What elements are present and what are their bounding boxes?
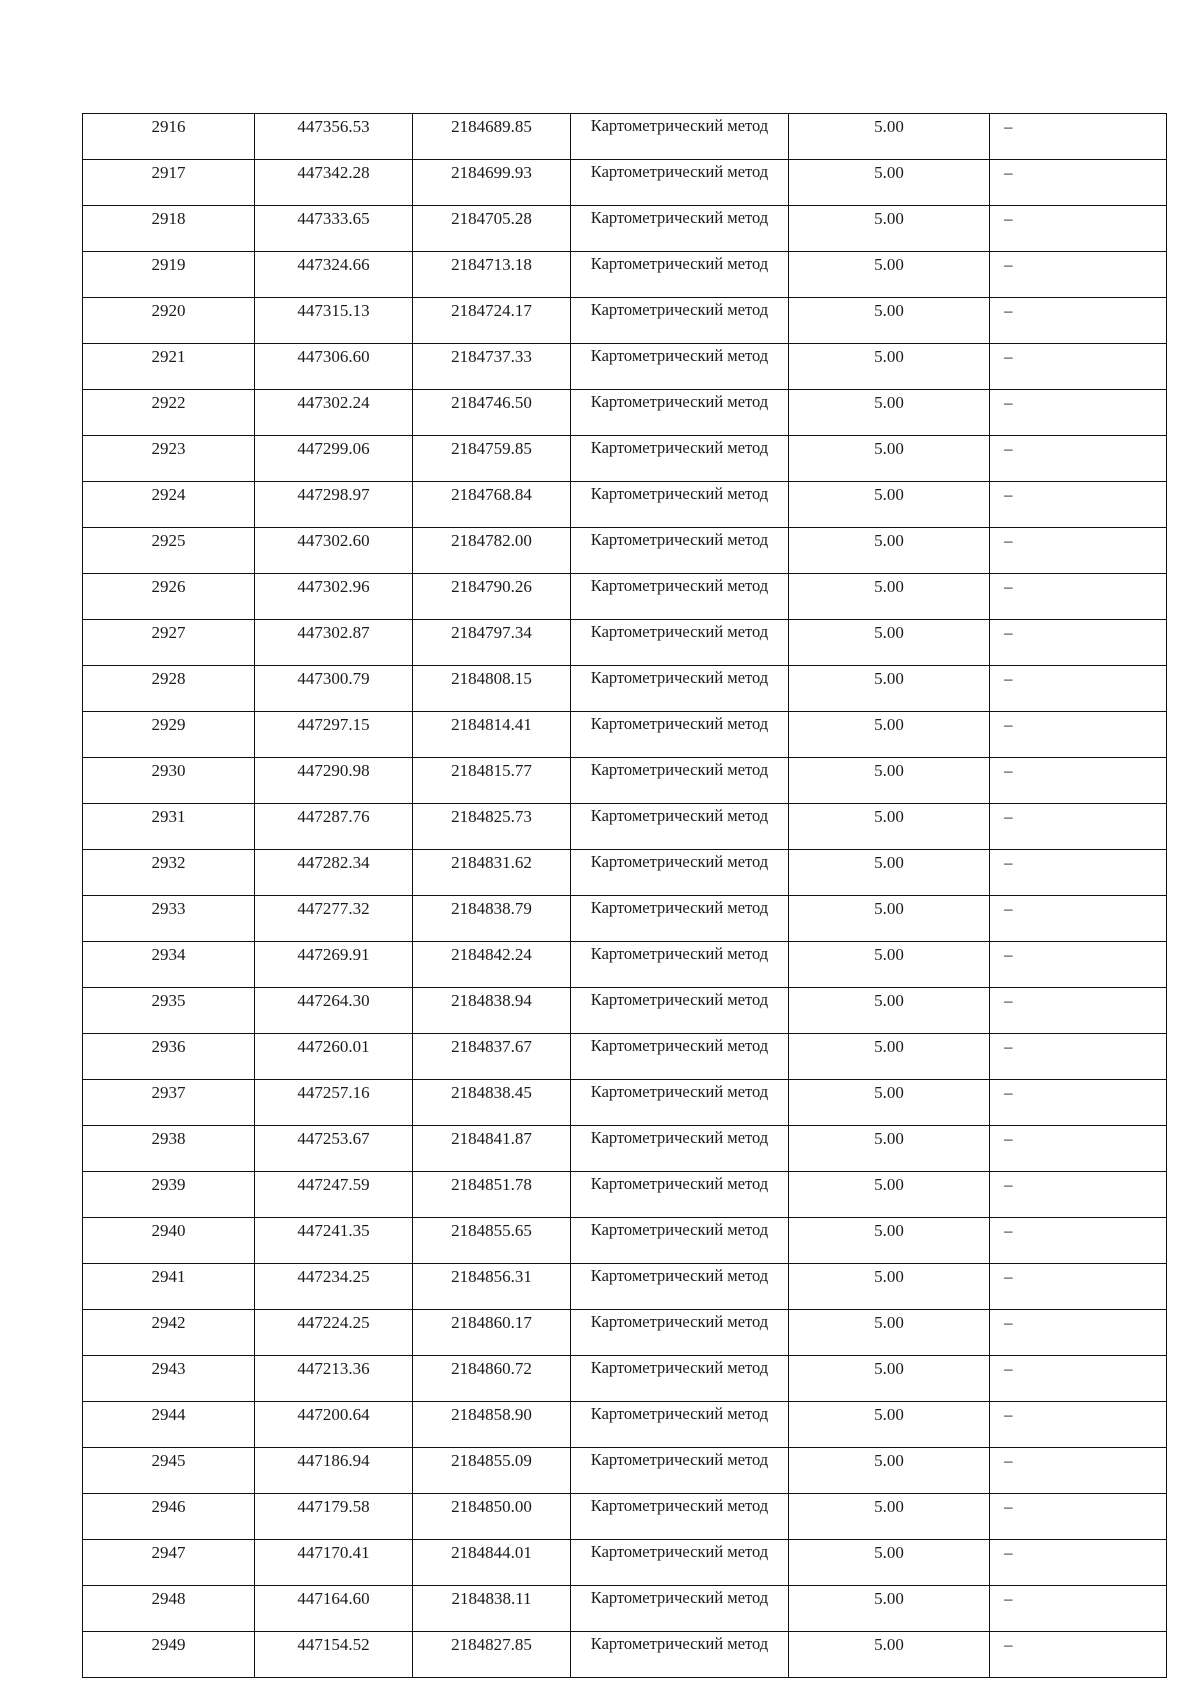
accuracy-cell: 5.00 (789, 298, 990, 344)
x-coordinate-cell: 447300.79 (255, 666, 413, 712)
table-row (83, 942, 1167, 988)
accuracy-cell: 5.00 (789, 114, 990, 160)
accuracy-cell: 5.00 (789, 1218, 990, 1264)
accuracy-cell: 5.00 (789, 1586, 990, 1632)
accuracy-cell: 5.00 (789, 1126, 990, 1172)
table-row (83, 436, 1167, 482)
note-cell: – (990, 1632, 1167, 1678)
method-cell: Картометрический метод (571, 1310, 789, 1356)
accuracy-cell: 5.00 (789, 574, 990, 620)
y-coordinate-cell: 2184855.65 (413, 1218, 571, 1264)
table-row (83, 390, 1167, 436)
point-number-cell: 2937 (83, 1080, 255, 1126)
note-cell: – (990, 390, 1167, 436)
method-cell: Картометрический метод (571, 758, 789, 804)
x-coordinate-cell: 447302.24 (255, 390, 413, 436)
x-coordinate-cell: 447298.97 (255, 482, 413, 528)
y-coordinate-cell: 2184831.62 (413, 850, 571, 896)
accuracy-cell: 5.00 (789, 666, 990, 712)
accuracy-cell: 5.00 (789, 482, 990, 528)
method-cell: Картометрический метод (571, 298, 789, 344)
y-coordinate-cell: 2184860.17 (413, 1310, 571, 1356)
point-number-cell: 2930 (83, 758, 255, 804)
note-cell: – (990, 114, 1167, 160)
x-coordinate-cell: 447302.96 (255, 574, 413, 620)
note-cell: – (990, 712, 1167, 758)
x-coordinate-cell: 447287.76 (255, 804, 413, 850)
method-cell: Картометрический метод (571, 482, 789, 528)
method-cell: Картометрический метод (571, 160, 789, 206)
method-cell: Картометрический метод (571, 942, 789, 988)
table-row (83, 1218, 1167, 1264)
table-row (83, 252, 1167, 298)
method-cell: Картометрический метод (571, 896, 789, 942)
accuracy-cell: 5.00 (789, 1080, 990, 1126)
point-number-cell: 2923 (83, 436, 255, 482)
x-coordinate-cell: 447170.41 (255, 1540, 413, 1586)
method-cell: Картометрический метод (571, 206, 789, 252)
note-cell: – (990, 436, 1167, 482)
note-cell: – (990, 1402, 1167, 1448)
method-cell: Картометрический метод (571, 1448, 789, 1494)
table-row (83, 1080, 1167, 1126)
y-coordinate-cell: 2184856.31 (413, 1264, 571, 1310)
accuracy-cell: 5.00 (789, 620, 990, 666)
accuracy-cell: 5.00 (789, 1034, 990, 1080)
table-row (83, 988, 1167, 1034)
x-coordinate-cell: 447264.30 (255, 988, 413, 1034)
note-cell: – (990, 482, 1167, 528)
note-cell: – (990, 574, 1167, 620)
note-cell: – (990, 1356, 1167, 1402)
x-coordinate-cell: 447186.94 (255, 1448, 413, 1494)
accuracy-cell: 5.00 (789, 1494, 990, 1540)
y-coordinate-cell: 2184797.34 (413, 620, 571, 666)
method-cell: Картометрический метод (571, 344, 789, 390)
y-coordinate-cell: 2184689.85 (413, 114, 571, 160)
accuracy-cell: 5.00 (789, 712, 990, 758)
table-row (83, 344, 1167, 390)
y-coordinate-cell: 2184851.78 (413, 1172, 571, 1218)
accuracy-cell: 5.00 (789, 528, 990, 574)
accuracy-cell: 5.00 (789, 942, 990, 988)
x-coordinate-cell: 447234.25 (255, 1264, 413, 1310)
method-cell: Картометрический метод (571, 804, 789, 850)
method-cell: Картометрический метод (571, 1080, 789, 1126)
note-cell: – (990, 1034, 1167, 1080)
method-cell: Картометрический метод (571, 1356, 789, 1402)
y-coordinate-cell: 2184808.15 (413, 666, 571, 712)
method-cell: Картометрический метод (571, 1126, 789, 1172)
x-coordinate-cell: 447213.36 (255, 1356, 413, 1402)
point-number-cell: 2936 (83, 1034, 255, 1080)
point-number-cell: 2940 (83, 1218, 255, 1264)
accuracy-cell: 5.00 (789, 1448, 990, 1494)
x-coordinate-cell: 447277.32 (255, 896, 413, 942)
y-coordinate-cell: 2184768.84 (413, 482, 571, 528)
y-coordinate-cell: 2184841.87 (413, 1126, 571, 1172)
method-cell: Картометрический метод (571, 1540, 789, 1586)
note-cell: – (990, 666, 1167, 712)
x-coordinate-cell: 447315.13 (255, 298, 413, 344)
method-cell: Картометрический метод (571, 620, 789, 666)
point-number-cell: 2932 (83, 850, 255, 896)
accuracy-cell: 5.00 (789, 850, 990, 896)
note-cell: – (990, 528, 1167, 574)
note-cell: – (990, 252, 1167, 298)
point-number-cell: 2939 (83, 1172, 255, 1218)
method-cell: Картометрический метод (571, 528, 789, 574)
method-cell: Картометрический метод (571, 436, 789, 482)
y-coordinate-cell: 2184855.09 (413, 1448, 571, 1494)
note-cell: – (990, 620, 1167, 666)
table-row (83, 1402, 1167, 1448)
point-number-cell: 2919 (83, 252, 255, 298)
x-coordinate-cell: 447164.60 (255, 1586, 413, 1632)
point-number-cell: 2926 (83, 574, 255, 620)
point-number-cell: 2931 (83, 804, 255, 850)
point-number-cell: 2925 (83, 528, 255, 574)
coordinates-table (82, 113, 1167, 1678)
table-row (83, 1540, 1167, 1586)
point-number-cell: 2920 (83, 298, 255, 344)
note-cell: – (990, 1494, 1167, 1540)
table-row (83, 804, 1167, 850)
note-cell: – (990, 896, 1167, 942)
table-row (83, 1264, 1167, 1310)
point-number-cell: 2929 (83, 712, 255, 758)
method-cell: Картометрический метод (571, 1632, 789, 1678)
method-cell: Картометрический метод (571, 850, 789, 896)
method-cell: Картометрический метод (571, 1172, 789, 1218)
x-coordinate-cell: 447306.60 (255, 344, 413, 390)
note-cell: – (990, 1172, 1167, 1218)
point-number-cell: 2938 (83, 1126, 255, 1172)
note-cell: – (990, 850, 1167, 896)
table-body (83, 114, 1167, 1678)
y-coordinate-cell: 2184782.00 (413, 528, 571, 574)
method-cell: Картометрический метод (571, 666, 789, 712)
point-number-cell: 2946 (83, 1494, 255, 1540)
point-number-cell: 2945 (83, 1448, 255, 1494)
point-number-cell: 2934 (83, 942, 255, 988)
table-row (83, 1448, 1167, 1494)
table-row (83, 1586, 1167, 1632)
accuracy-cell: 5.00 (789, 896, 990, 942)
point-number-cell: 2933 (83, 896, 255, 942)
point-number-cell: 2927 (83, 620, 255, 666)
y-coordinate-cell: 2184838.79 (413, 896, 571, 942)
y-coordinate-cell: 2184838.94 (413, 988, 571, 1034)
accuracy-cell: 5.00 (789, 390, 990, 436)
table-row (83, 482, 1167, 528)
point-number-cell: 2918 (83, 206, 255, 252)
note-cell: – (990, 344, 1167, 390)
x-coordinate-cell: 447200.64 (255, 1402, 413, 1448)
note-cell: – (990, 1080, 1167, 1126)
point-number-cell: 2948 (83, 1586, 255, 1632)
x-coordinate-cell: 447241.35 (255, 1218, 413, 1264)
y-coordinate-cell: 2184827.85 (413, 1632, 571, 1678)
note-cell: – (990, 298, 1167, 344)
y-coordinate-cell: 2184838.11 (413, 1586, 571, 1632)
point-number-cell: 2941 (83, 1264, 255, 1310)
note-cell: – (990, 988, 1167, 1034)
note-cell: – (990, 1448, 1167, 1494)
y-coordinate-cell: 2184837.67 (413, 1034, 571, 1080)
x-coordinate-cell: 447342.28 (255, 160, 413, 206)
note-cell: – (990, 206, 1167, 252)
note-cell: – (990, 1264, 1167, 1310)
method-cell: Картометрический метод (571, 1264, 789, 1310)
accuracy-cell: 5.00 (789, 206, 990, 252)
point-number-cell: 2947 (83, 1540, 255, 1586)
table-row (83, 206, 1167, 252)
note-cell: – (990, 758, 1167, 804)
accuracy-cell: 5.00 (789, 988, 990, 1034)
point-number-cell: 2916 (83, 114, 255, 160)
note-cell: – (990, 1540, 1167, 1586)
x-coordinate-cell: 447302.87 (255, 620, 413, 666)
table-row (83, 850, 1167, 896)
y-coordinate-cell: 2184790.26 (413, 574, 571, 620)
method-cell: Картометрический метод (571, 252, 789, 298)
y-coordinate-cell: 2184746.50 (413, 390, 571, 436)
note-cell: – (990, 1126, 1167, 1172)
point-number-cell: 2924 (83, 482, 255, 528)
point-number-cell: 2917 (83, 160, 255, 206)
y-coordinate-cell: 2184850.00 (413, 1494, 571, 1540)
x-coordinate-cell: 447302.60 (255, 528, 413, 574)
table-row (83, 712, 1167, 758)
table-row (83, 1172, 1167, 1218)
accuracy-cell: 5.00 (789, 758, 990, 804)
x-coordinate-cell: 447297.15 (255, 712, 413, 758)
x-coordinate-cell: 447290.98 (255, 758, 413, 804)
point-number-cell: 2944 (83, 1402, 255, 1448)
method-cell: Картометрический метод (571, 574, 789, 620)
table-row (83, 160, 1167, 206)
y-coordinate-cell: 2184713.18 (413, 252, 571, 298)
x-coordinate-cell: 447253.67 (255, 1126, 413, 1172)
point-number-cell: 2921 (83, 344, 255, 390)
method-cell: Картометрический метод (571, 1034, 789, 1080)
y-coordinate-cell: 2184858.90 (413, 1402, 571, 1448)
x-coordinate-cell: 447247.59 (255, 1172, 413, 1218)
accuracy-cell: 5.00 (789, 160, 990, 206)
y-coordinate-cell: 2184814.41 (413, 712, 571, 758)
x-coordinate-cell: 447282.34 (255, 850, 413, 896)
accuracy-cell: 5.00 (789, 252, 990, 298)
table-row (83, 114, 1167, 160)
point-number-cell: 2922 (83, 390, 255, 436)
note-cell: – (990, 804, 1167, 850)
method-cell: Картометрический метод (571, 390, 789, 436)
table-row (83, 1494, 1167, 1540)
method-cell: Картометрический метод (571, 1494, 789, 1540)
point-number-cell: 2942 (83, 1310, 255, 1356)
note-cell: – (990, 160, 1167, 206)
table-row (83, 298, 1167, 344)
method-cell: Картометрический метод (571, 712, 789, 758)
y-coordinate-cell: 2184705.28 (413, 206, 571, 252)
y-coordinate-cell: 2184860.72 (413, 1356, 571, 1402)
point-number-cell: 2943 (83, 1356, 255, 1402)
table-row (83, 1310, 1167, 1356)
table-row (83, 528, 1167, 574)
method-cell: Картометрический метод (571, 988, 789, 1034)
x-coordinate-cell: 447269.91 (255, 942, 413, 988)
accuracy-cell: 5.00 (789, 1540, 990, 1586)
accuracy-cell: 5.00 (789, 344, 990, 390)
point-number-cell: 2949 (83, 1632, 255, 1678)
point-number-cell: 2935 (83, 988, 255, 1034)
table-row (83, 758, 1167, 804)
y-coordinate-cell: 2184724.17 (413, 298, 571, 344)
method-cell: Картометрический метод (571, 1402, 789, 1448)
accuracy-cell: 5.00 (789, 804, 990, 850)
x-coordinate-cell: 447356.53 (255, 114, 413, 160)
note-cell: – (990, 1218, 1167, 1264)
method-cell: Картометрический метод (571, 114, 789, 160)
method-cell: Картометрический метод (571, 1218, 789, 1264)
y-coordinate-cell: 2184737.33 (413, 344, 571, 390)
accuracy-cell: 5.00 (789, 1264, 990, 1310)
y-coordinate-cell: 2184759.85 (413, 436, 571, 482)
table-row (83, 574, 1167, 620)
x-coordinate-cell: 447299.06 (255, 436, 413, 482)
y-coordinate-cell: 2184844.01 (413, 1540, 571, 1586)
y-coordinate-cell: 2184699.93 (413, 160, 571, 206)
x-coordinate-cell: 447333.65 (255, 206, 413, 252)
x-coordinate-cell: 447324.66 (255, 252, 413, 298)
note-cell: – (990, 1586, 1167, 1632)
x-coordinate-cell: 447179.58 (255, 1494, 413, 1540)
accuracy-cell: 5.00 (789, 1356, 990, 1402)
x-coordinate-cell: 447257.16 (255, 1080, 413, 1126)
accuracy-cell: 5.00 (789, 1172, 990, 1218)
accuracy-cell: 5.00 (789, 1310, 990, 1356)
table-row (83, 666, 1167, 712)
table-row (83, 1126, 1167, 1172)
note-cell: – (990, 1310, 1167, 1356)
accuracy-cell: 5.00 (789, 1402, 990, 1448)
table-row (83, 1632, 1167, 1678)
table-row (83, 620, 1167, 666)
x-coordinate-cell: 447260.01 (255, 1034, 413, 1080)
x-coordinate-cell: 447154.52 (255, 1632, 413, 1678)
table-row (83, 896, 1167, 942)
accuracy-cell: 5.00 (789, 1632, 990, 1678)
table-row (83, 1356, 1167, 1402)
note-cell: – (990, 942, 1167, 988)
x-coordinate-cell: 447224.25 (255, 1310, 413, 1356)
accuracy-cell: 5.00 (789, 436, 990, 482)
y-coordinate-cell: 2184825.73 (413, 804, 571, 850)
method-cell: Картометрический метод (571, 1586, 789, 1632)
y-coordinate-cell: 2184815.77 (413, 758, 571, 804)
table-row (83, 1034, 1167, 1080)
point-number-cell: 2928 (83, 666, 255, 712)
y-coordinate-cell: 2184842.24 (413, 942, 571, 988)
y-coordinate-cell: 2184838.45 (413, 1080, 571, 1126)
